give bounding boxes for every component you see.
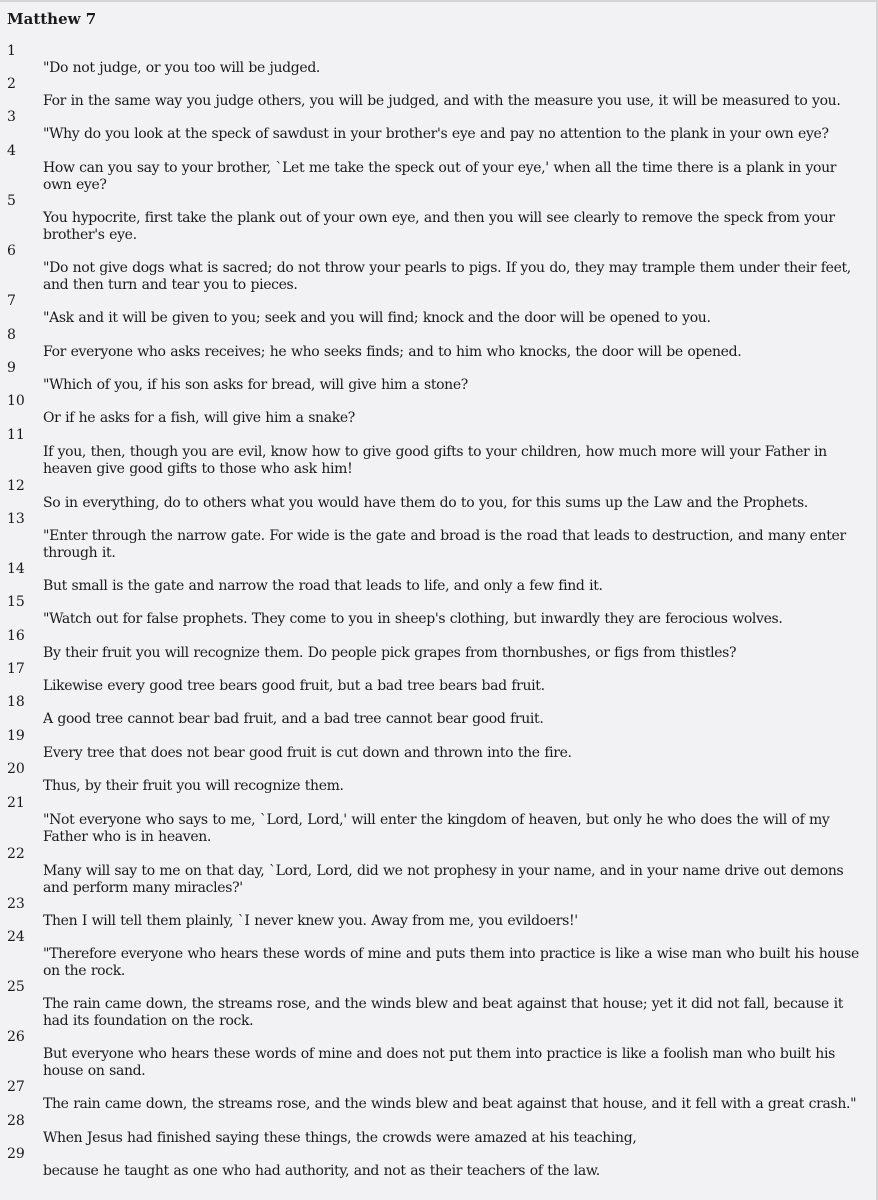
verse-number: 7	[7, 293, 16, 309]
verse-number: 23	[7, 896, 25, 912]
verse-number: 11	[7, 427, 25, 443]
verse-text: "Enter through the narrow gate. For wide is the gate and broad is the road that leads to destruction, and many enter through it.	[43, 528, 846, 561]
verse-text: The rain came down, the streams rose, and the winds blew and beat against that house; yet it did not fall, because it had its foundation on the rock.	[43, 996, 843, 1029]
verse-number: 14	[7, 561, 25, 577]
verse-number: 22	[7, 846, 25, 862]
verse-text: "Do not give dogs what is sacred; do not throw your pearls to pigs. If you do, they may trample them under their feet, and then turn and tear you to pieces.	[43, 260, 851, 293]
verse-text: Or if he asks for a fish, will give him a snake?	[43, 410, 355, 426]
verse-text: "Therefore everyone who hears these words of mine and puts them into practice is like a wise man who built his house on the rock.	[43, 946, 859, 979]
verse-text: Every tree that does not bear good fruit is cut down and thrown into the fire.	[43, 745, 572, 761]
verse-text: A good tree cannot bear bad fruit, and a bad tree cannot bear good fruit.	[43, 711, 544, 727]
verse-number: 17	[7, 661, 25, 677]
verse-number: 12	[7, 478, 25, 494]
chapter-title: Matthew 7	[7, 10, 97, 28]
verse-text: Then I will tell them plainly, `I never knew you. Away from me, you evildoers!'	[43, 913, 578, 929]
verse-number: 25	[7, 979, 25, 995]
verse-text: "Why do you look at the speck of sawdust in your brother's eye and pay no attention to the plank in your own eye?	[43, 126, 829, 142]
verse-text: Likewise every good tree bears good fruit, but a bad tree bears bad fruit.	[43, 678, 545, 694]
verse-number: 8	[7, 327, 16, 343]
verse-number: 1	[7, 43, 16, 59]
verse-number: 4	[7, 143, 16, 159]
verse-number: 18	[7, 694, 25, 710]
verse-number: 24	[7, 929, 25, 945]
verse-number: 28	[7, 1113, 25, 1129]
verse-number: 27	[7, 1079, 25, 1095]
verse-number: 2	[7, 76, 16, 92]
verse-number: 16	[7, 628, 25, 644]
verse-text: The rain came down, the streams rose, and the winds blew and beat against that house, and it fell with a great crash."	[43, 1096, 857, 1112]
verse-text: But everyone who hears these words of mine and does not put them into practice is like a foolish man who built his house on sand.	[43, 1046, 835, 1079]
verse-text: Thus, by their fruit you will recognize them.	[43, 778, 344, 794]
verse-text: "Watch out for false prophets. They come to you in sheep's clothing, but inwardly they are ferocious wolves.	[43, 611, 783, 627]
verse-text: because he taught as one who had authority, and not as their teachers of the law.	[43, 1163, 600, 1179]
verse-number: 9	[7, 360, 16, 376]
verse-number: 15	[7, 594, 25, 610]
verse-number: 6	[7, 243, 16, 259]
verse-text: So in everything, do to others what you would have them do to you, for this sums up the Law and the Prophets.	[43, 495, 808, 511]
verse-number: 3	[7, 109, 16, 125]
verse-text: But small is the gate and narrow the road that leads to life, and only a few find it.	[43, 578, 603, 594]
verse-text: For everyone who asks receives; he who seeks finds; and to him who knocks, the door will be opened.	[43, 344, 742, 360]
verse-text: "Not everyone who says to me, `Lord, Lord,' will enter the kingdom of heaven, but only he who does the will of my Father who is in heaven.	[43, 812, 830, 845]
verse-number: 13	[7, 511, 25, 527]
verse-text: You hypocrite, first take the plank out of your own eye, and then you will see clearly to remove the speck from your brother's eye.	[43, 210, 835, 243]
verse-number: 20	[7, 761, 25, 777]
verse-number: 19	[7, 728, 25, 744]
verse-text: "Ask and it will be given to you; seek and you will find; knock and the door will be opened to you.	[43, 310, 711, 326]
verse-number: 10	[7, 393, 25, 409]
verse-text: How can you say to your brother, `Let me take the speck out of your eye,' when all the time there is a plank in your own eye?	[43, 160, 837, 193]
verse-text: Many will say to me on that day, `Lord, Lord, did we not prophesy in your name, and in your name drive out demons and perform many miracles?'	[43, 863, 844, 896]
verse-text: "Which of you, if his son asks for bread, will give him a stone?	[43, 377, 468, 393]
verse-text: If you, then, though you are evil, know how to give good gifts to your children, how much more will your Father in heaven give good gifts to those who ask him!	[43, 444, 827, 477]
verse-text: By their fruit you will recognize them. Do people pick grapes from thornbushes, or figs from thistles?	[43, 645, 737, 661]
verse-number: 21	[7, 795, 25, 811]
verse-text: When Jesus had finished saying these things, the crowds were amazed at his teaching,	[43, 1130, 637, 1146]
verse-number: 26	[7, 1029, 25, 1045]
verse-text: "Do not judge, or you too will be judged.	[43, 60, 321, 76]
verse-number: 5	[7, 193, 16, 209]
verse-text: For in the same way you judge others, you will be judged, and with the measure you use, it will be measured to you.	[43, 93, 841, 109]
verse-number: 29	[7, 1146, 25, 1162]
